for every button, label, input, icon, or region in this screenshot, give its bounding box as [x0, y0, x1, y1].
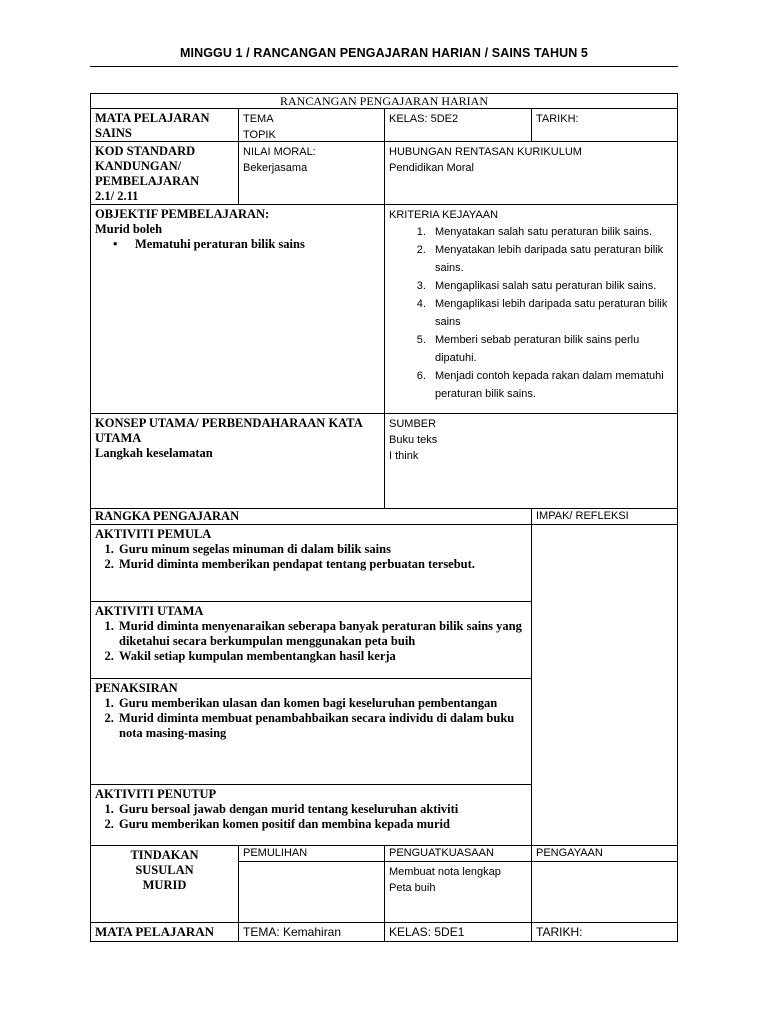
sumber-item: Buku teks	[389, 434, 438, 446]
kod-standard-line2: KANDUNGAN/	[95, 159, 182, 173]
aktiviti-utama-label: AKTIVITI UTAMA	[95, 604, 204, 618]
list-item: 2. Guru memberikan komen positif dan membina kepada murid	[117, 817, 527, 832]
penguatkuasaan-header-cell	[384, 845, 532, 862]
objektif-cell	[90, 204, 385, 414]
tindakan-susulan-line3: MURID	[142, 878, 187, 892]
objektif-intro: Murid boleh	[95, 222, 163, 236]
next-tema-cell	[238, 922, 385, 942]
sumber-cell	[384, 413, 678, 509]
kod-standard-cell	[90, 141, 239, 205]
mata-pelajaran-label: MATA PELAJARAN	[95, 111, 210, 125]
pengayaan-header-cell	[531, 845, 678, 862]
kelas-label: KELAS: 5DE2	[389, 113, 459, 125]
pemulihan-label: PEMULIHAN	[243, 847, 308, 859]
list-item: 1. Guru memberikan ulasan dan komen bagi keseluruhan pembentangan	[117, 696, 527, 711]
pemulihan-body	[238, 861, 385, 923]
aktiviti-pemula-cell	[90, 524, 532, 602]
konsep-utama-label-line2: UTAMA	[95, 431, 142, 445]
konsep-utama-cell	[90, 413, 385, 509]
kriteria-list	[389, 223, 673, 403]
tarikh-cell	[531, 108, 678, 142]
penaksiran-label: PENAKSIRAN	[95, 681, 178, 695]
konsep-utama-label-line1: KONSEP UTAMA/ PERBENDAHARAAN KATA	[95, 416, 363, 430]
next-tarikh-label: TARIKH:	[536, 925, 583, 939]
list-item: 2. Menyatakan lebih daripada satu peraturan bilik sains.	[429, 241, 673, 277]
impak-refleksi-label: IMPAK/ REFLEKSI	[536, 510, 629, 522]
sumber-label: SUMBER	[389, 418, 437, 430]
nilai-moral-cell	[238, 141, 385, 205]
tarikh-label: TARIKH:	[536, 113, 579, 125]
rangka-pengajaran-label: RANGKA PENGAJARAN	[95, 509, 240, 523]
hubungan-rentasan-label: HUBUNGAN RENTASAN KURIKULUM	[389, 146, 582, 158]
aktiviti-penutup-label: AKTIVITI PENUTUP	[95, 787, 217, 801]
kod-standard-line3: PEMBELAJARAN	[95, 174, 200, 188]
impak-refleksi-header-cell	[531, 508, 678, 525]
list-item: • Mematuhi peraturan bilik sains	[135, 237, 380, 252]
topik-label: TOPIK	[243, 129, 276, 141]
mata-pelajaran-cell	[90, 108, 239, 142]
list-item: 6. Menjadi contoh kepada rakan dalam mematuhi peraturan bilik sains.	[429, 367, 673, 403]
nilai-moral-label: NILAI MORAL:	[243, 146, 316, 158]
konsep-utama-value: Langkah keselamatan	[95, 446, 213, 460]
next-tarikh-cell	[531, 922, 678, 942]
tema-label: TEMA	[243, 113, 274, 125]
next-mata-pelajaran-cell	[90, 922, 239, 942]
page-header-title: MINGGU 1 / RANCANGAN PENGAJARAN HARIAN / SAINS TAHUN 5	[180, 46, 588, 60]
list-item: 1. Murid diminta menyenaraikan seberapa banyak peraturan bilik sains yang diketahui secara berkumpulan menggunakan peta buih	[117, 619, 527, 649]
aktiviti-penutup-list	[95, 802, 527, 832]
aktiviti-pemula-label: AKTIVITI PEMULA	[95, 527, 212, 541]
sumber-item: I think	[389, 450, 419, 462]
penguatkuasaan-item: Membuat nota lengkap	[389, 866, 501, 878]
penguatkuasaan-label: PENGUATKUASAAN	[389, 847, 494, 859]
kriteria-cell	[384, 204, 678, 414]
aktiviti-pemula-list	[95, 542, 527, 572]
rangka-pengajaran-cell	[90, 508, 532, 525]
list-item: 3. Mengaplikasi salah satu peraturan bilik sains.	[429, 277, 673, 295]
pemulihan-header-cell	[238, 845, 385, 862]
pengayaan-body	[531, 861, 678, 923]
objektif-label: OBJEKTIF PEMBELAJARAN:	[95, 207, 270, 221]
aktiviti-utama-cell	[90, 601, 532, 679]
hubungan-rentasan-cell	[384, 141, 678, 205]
impak-refleksi-body	[531, 524, 678, 846]
next-kelas-label: KELAS: 5DE1	[389, 925, 465, 939]
list-item: 1. Guru minum segelas minuman di dalam bilik sains	[117, 542, 527, 557]
list-item: 2. Wakil setiap kumpulan membentangkan hasil kerja	[117, 649, 527, 664]
tindakan-susulan-line2: SUSULAN	[135, 863, 194, 877]
next-mata-pelajaran-label: MATA PELAJARAN	[95, 924, 215, 939]
table-title-cell	[90, 93, 678, 109]
aktiviti-penutup-cell	[90, 784, 532, 846]
next-tema-label: TEMA: Kemahiran	[243, 925, 342, 939]
tindakan-susulan-cell	[90, 845, 239, 923]
penguatkuasaan-item: Peta buih	[389, 882, 436, 894]
list-item: 2. Murid diminta memberikan pendapat tentang perbuatan tersebut.	[117, 557, 527, 572]
list-item: 5. Memberi sebab peraturan bilik sains perlu dipatuhi.	[429, 331, 673, 367]
header-rule	[90, 66, 678, 67]
penguatkuasaan-body	[384, 861, 532, 923]
table-title: RANCANGAN PENGAJARAN HARIAN	[279, 94, 488, 108]
nilai-moral-value: Bekerjasama	[243, 162, 308, 174]
mata-pelajaran-value: SAINS	[95, 126, 132, 140]
kelas-cell	[384, 108, 532, 142]
pengayaan-label: PENGAYAAN	[536, 847, 603, 859]
aktiviti-utama-list	[95, 619, 527, 664]
tindakan-susulan-line1: TINDAKAN	[130, 848, 199, 862]
penaksiran-cell	[90, 678, 532, 785]
list-item: 1. Menyatakan salah satu peraturan bilik sains.	[429, 223, 673, 241]
kriteria-label: KRITERIA KEJAYAAN	[389, 209, 499, 221]
hubungan-rentasan-value: Pendidikan Moral	[389, 162, 474, 174]
next-kelas-cell	[384, 922, 532, 942]
tema-topik-cell	[238, 108, 385, 142]
list-item: 4. Mengaplikasi lebih daripada satu peraturan bilik sains	[429, 295, 673, 331]
kod-standard-value: 2.1/ 2.11	[95, 189, 139, 203]
penaksiran-list	[95, 696, 527, 741]
list-item: 1. Guru bersoal jawab dengan murid tentang keseluruhan aktiviti	[117, 802, 527, 817]
list-item: 2. Murid diminta membuat penambahbaikan secara individu di dalam buku nota masing-masing	[117, 711, 527, 741]
kod-standard-line1: KOD STANDARD	[95, 144, 196, 158]
objektif-list	[95, 237, 380, 252]
